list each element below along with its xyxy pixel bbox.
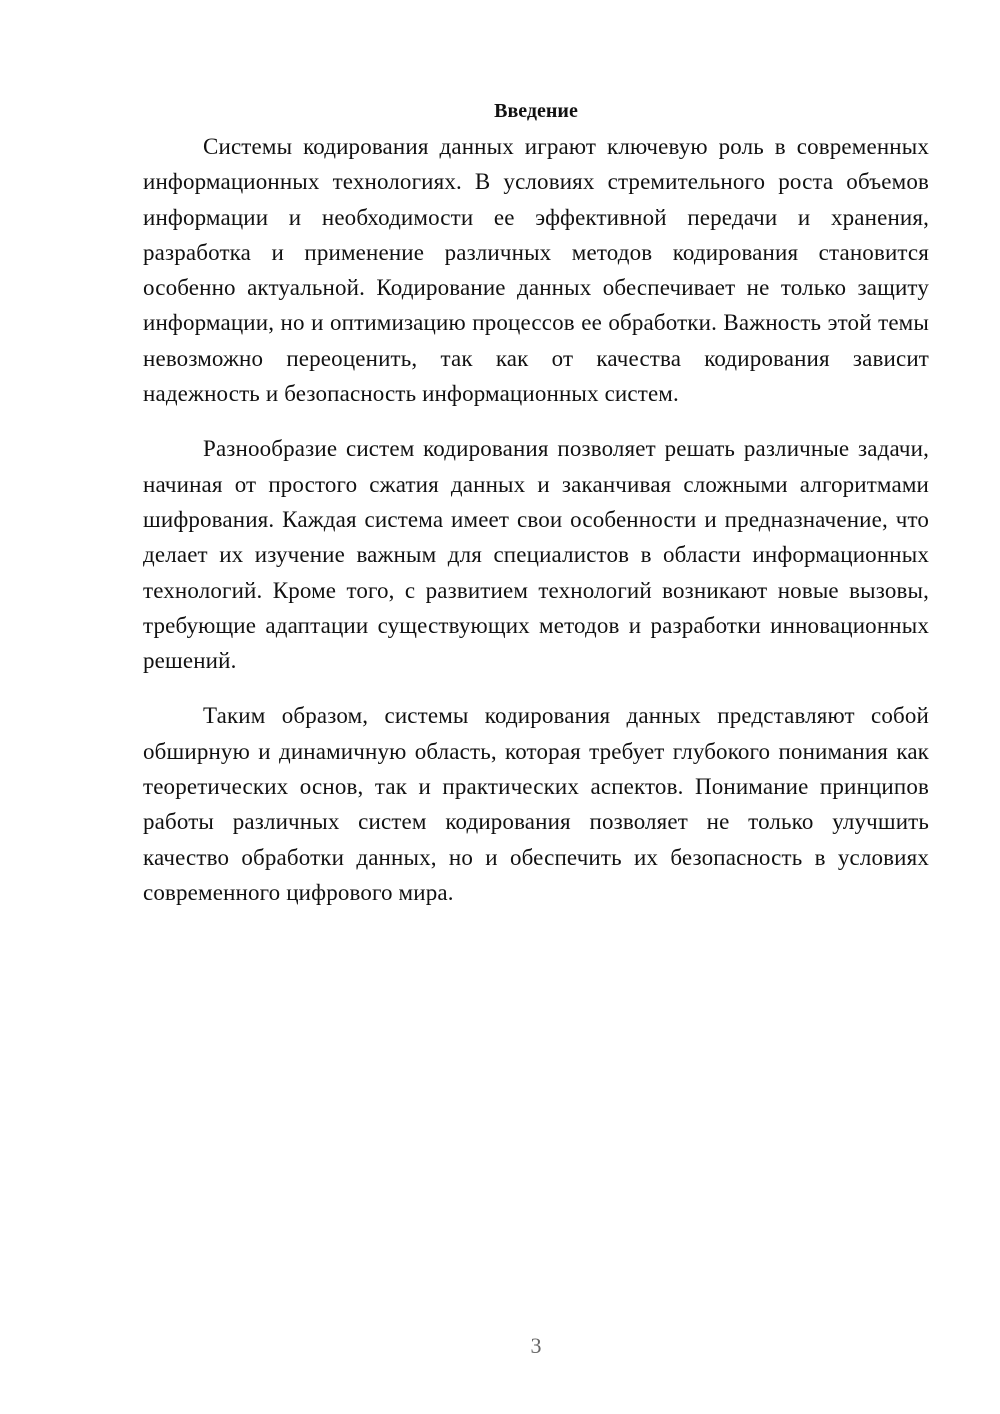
paragraph-2: Разнообразие систем кодирования позволяет решать различные задачи, начиная от простого сжатия данных и заканчивая сложными алгоритмами шифрования. Каждая система имеет свои особенности и предназначение, что делает их изучение важным для специалистов в области информационных технологий. Кроме того, с развитием технологий возникают новые вызовы, требующие адаптации существующих методов и разработки инновационных решений. [143,436,929,674]
paragraph-3: Таким образом, системы кодирования данных представляют собой обширную и динамичную область, которая требует глубокого понимания как теоретических основ, так и практических аспектов. Понимание принципов работы различных систем кодирования позволяет не только улучшить качество обработки данных, но и обеспечить их безопасность в условиях современного цифрового мира. [143,703,929,905]
section-title: Введение [494,100,578,122]
page-number: 3 [530,1333,542,1358]
page-content [143,93,929,910]
paragraph-1: Системы кодирования данных играют ключевую роль в современных информационных технологиях. В условиях стремительного роста объемов информации и необходимости ее эффективной передачи и хранения, разработка и применение различных методов кодирования становится особенно актуальной. Кодирование данных обеспечивает не только защиту информации, но и оптимизацию процессов ее обработки. Важность этой темы невозможно переоценить, так как от качества кодирования зависит надежность и безопасность информационных систем. [143,134,929,407]
